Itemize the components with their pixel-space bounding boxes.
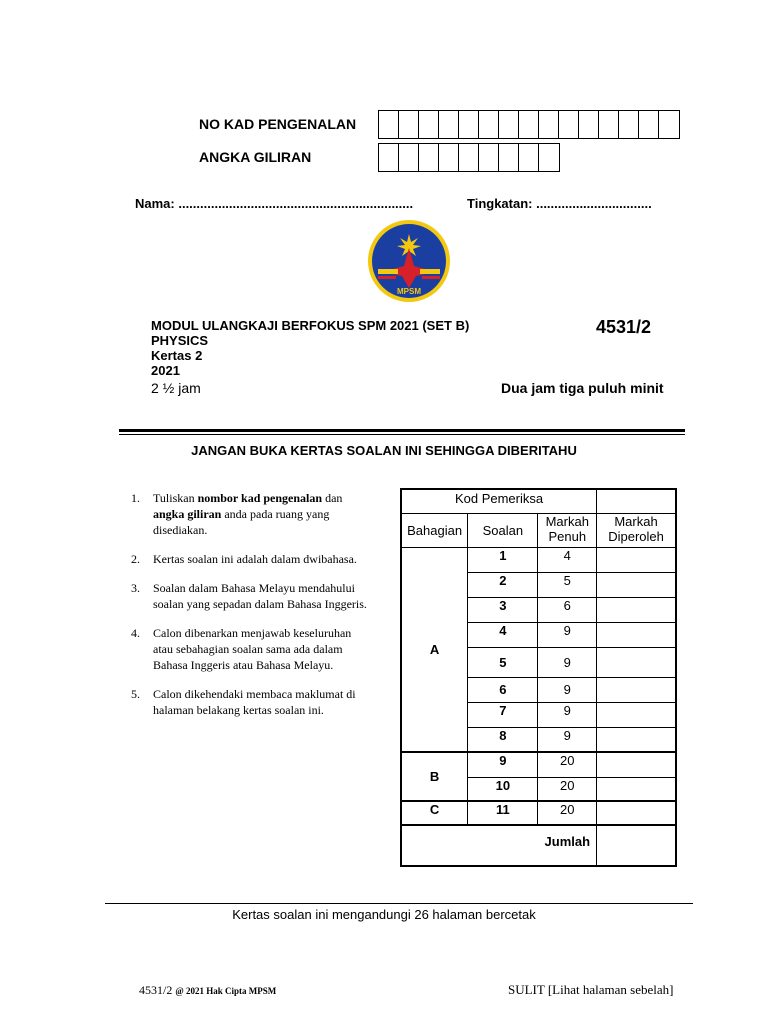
full-mark: 4 [538,547,597,572]
question-number: 3 [468,597,538,622]
instruction-item: 3. Soalan dalam Bahasa Melayu mendahului soalan yang sepadan dalam Bahasa Inggeris. [131,581,367,611]
ic-number-boxes[interactable] [378,110,680,139]
examiner-score-table [400,488,677,867]
full-mark: 9 [538,702,597,727]
total-label: Jumlah [401,825,597,866]
duration: 2 ½ jam [151,380,201,396]
duration-words: Dua jam tiga puluh minit [501,380,664,396]
full-mark: 20 [538,801,597,825]
subject: PHYSICS [151,333,209,348]
full-mark: 9 [538,727,597,752]
header-markah-penuh: Markah Penuh [538,513,597,547]
question-number: 11 [468,801,538,825]
full-mark: 9 [538,622,597,647]
header-bahagian: Bahagian [401,513,468,547]
instruction-item: 4. Calon dibenarkan menjawab keseluruhan atau sebahagian soalan sama ada dalam Bahasa Inggeris atau Bahasa Melayu. [131,626,352,672]
divider-thick [119,429,685,432]
section-a: A [401,547,468,752]
footer-paper-code: 4531/2 [139,983,173,997]
question-number: 8 [468,727,538,752]
instruction-item: 1. Tuliskan nombor kad pengenalan dan angka giliran anda pada ruang yang disediakan. [131,491,343,537]
roll-label: ANGKA GILIRAN [199,149,312,165]
year: 2021 [151,363,180,378]
full-mark: 20 [538,752,597,777]
obtained-mark[interactable] [597,647,676,677]
obtained-mark[interactable] [597,547,676,572]
header-soalan: Soalan [468,513,538,547]
copyright: @ 2021 Hak Cipta MPSM [175,986,277,996]
mpsm-logo [366,218,452,304]
full-mark: 5 [538,572,597,597]
instruction-item: 5. Calon dikehendaki membaca maklumat di halaman belakang kertas soalan ini. [131,687,356,717]
name-field[interactable]: Nama: ................................................................. [135,196,414,211]
instruction-item: 2. Kertas soalan ini adalah dalam dwibahasa. [131,552,357,566]
roll-number-boxes[interactable] [378,143,560,172]
obtained-mark[interactable] [597,597,676,622]
total-mark[interactable] [597,825,676,866]
full-mark: 9 [538,647,597,677]
module-title: MODUL ULANGKAJI BERFOKUS SPM 2021 (SET B) [151,318,470,333]
logo-text: MPSM [397,287,421,296]
obtained-mark[interactable] [597,677,676,702]
obtained-mark[interactable] [597,777,676,801]
question-number: 7 [468,702,538,727]
obtained-mark[interactable] [597,572,676,597]
question-number: 10 [468,777,538,801]
section-c: C [401,801,468,825]
obtained-mark[interactable] [597,622,676,647]
footer-rule [105,903,693,904]
question-number: 5 [468,647,538,677]
obtained-mark[interactable] [597,702,676,727]
sulit-note: SULIT [Lihat halaman sebelah] [508,982,674,997]
paper: Kertas 2 [151,348,203,363]
obtained-mark[interactable] [597,727,676,752]
full-mark: 6 [538,597,597,622]
question-number: 1 [468,547,538,572]
question-number: 6 [468,677,538,702]
full-mark: 20 [538,777,597,801]
footer-code [139,983,276,998]
section-b: B [401,752,468,801]
obtained-mark[interactable] [597,801,676,825]
instructions [131,490,371,731]
question-number: 2 [468,572,538,597]
divider-thin [119,434,685,435]
examiner-code-input[interactable] [597,489,676,513]
ic-label: NO KAD PENGENALAN [199,116,357,132]
form-field[interactable]: Tingkatan: ................................ [467,196,652,211]
full-mark: 9 [538,677,597,702]
examiner-code-label: Kod Pemeriksa [401,489,597,513]
obtained-mark[interactable] [597,752,676,777]
paper-code: 4531/2 [596,317,652,337]
pages-note: Kertas soalan ini mengandungi 26 halaman bercetak [232,907,536,922]
question-number: 4 [468,622,538,647]
warning-text: JANGAN BUKA KERTAS SOALAN INI SEHINGGA DIBERITAHU [191,443,577,458]
question-number: 9 [468,752,538,777]
header-markah-diperoleh: Markah Diperoleh [597,513,676,547]
